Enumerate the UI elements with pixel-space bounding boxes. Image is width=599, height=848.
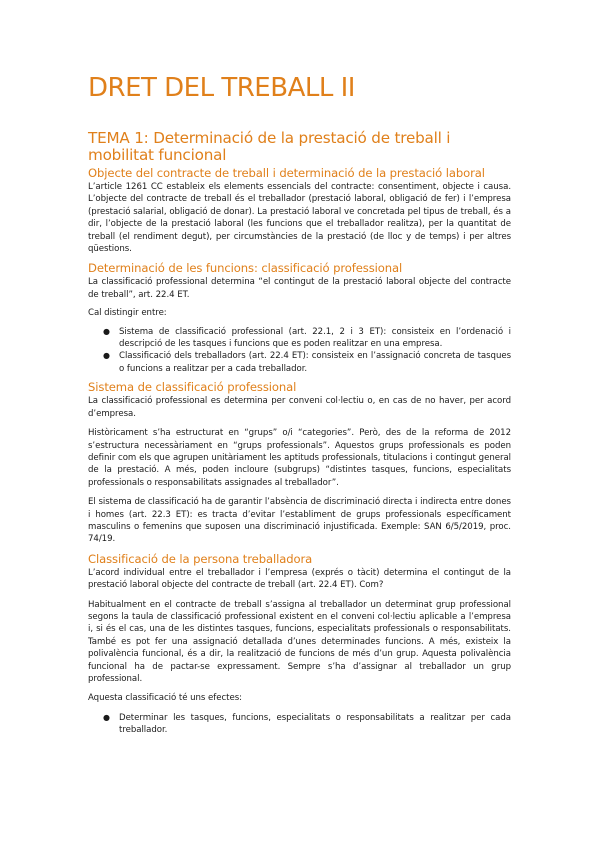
paragraph: Aquesta classificació té uns efectes: — [88, 693, 242, 704]
section-heading-funcions: Determinació de les funcions: classificació professional — [88, 261, 403, 276]
section-heading-sistema: Sistema de classificació professional — [88, 380, 297, 395]
bullet-icon: ● — [103, 712, 110, 722]
section-heading-persona: Classificació de la persona treballadora — [88, 551, 313, 566]
document-title: DRET DEL TREBALL II — [88, 73, 355, 103]
bullet-list — [88, 326, 511, 376]
tema-heading: TEMA 1: Determinació de la prestació de treball i mobilitat funcional — [88, 129, 451, 164]
list-item-text: Determinar les tasques, funcions, especialitats o responsabilitats a realitzar per cada treballador. — [119, 712, 511, 736]
paragraph: L’acord individual entre el treballador i l’empresa (exprés o tàcit) determina el contingut de la prestació laboral objecte del contracte de treball (art. 22.4 ET). Com? — [88, 567, 511, 591]
list-item — [103, 350, 511, 375]
list-item — [103, 712, 511, 737]
bullet-icon: ● — [103, 326, 110, 336]
section-heading-objecte: Objecte del contracte de treball i determinació de la prestació laboral — [88, 166, 485, 180]
paragraph: El sistema de classificació ha de garantir l’absència de discriminació directa i indirecta entre dones i homes (art. 22.3 ET): es tracta d’evitar l’establiment de grups professionals específicament masculins o femenins que suposen una discriminació injustificada. Exemple: SAN 6/5/2019, proc. 74/19. — [88, 497, 511, 545]
paragraph: La classificació professional es determina per conveni col·lectiu o, en cas de no haver, per acord d’empresa. — [88, 396, 511, 419]
bullet-icon: ● — [103, 351, 110, 361]
list-item-text: Sistema de classificació professional (art. 22.1, 2 i 3 ET): consisteix en l’ordenació i descripció de les tasques i funcions que es poden realitzar en una empresa. — [119, 326, 511, 350]
paragraph: L’article 1261 CC estableix els elements essencials del contracte: consentiment, objecte i causa. L’objecte del contracte de treball és el treballador (prestació laboral, obligació de fer) i l’empresa (prestació salarial, obligació de donar). La prestació laboral ve concretada pel tipus de treball, és a dir, l’objecte de la prestació laboral (les funcions que el treballador realitza), per la quantitat de treball (el rendiment degut), per circumstàncies de la prestació (de lloc y de temps) i per altres qüestions. — [88, 182, 511, 255]
list-item-text: Classificació dels treballadors (art. 22.4 ET): consisteix en l’assignació concreta de tasques o funcions a realitzar per a cada treballador. — [119, 351, 511, 374]
paragraph: Cal distingir entre: — [88, 308, 167, 319]
paragraph: Històricament s’ha estructurat en “grups” o/i “categories”. Però, des de la reforma de 2012 s’estructura necessàriament en “grups professionals”. Aquestos grups professionals es poden definir com els que agrupen unitàriament les aptituds professionals, titulacions i contingut general de la prestació. A més, poden incloure (subgrups) “distintes tasques, funcions, especialitats professionals o responsabilitats assignades al treballador”. — [88, 428, 511, 488]
paragraph: La classificació professional determina “el contingut de la prestació laboral objecte del contracte de treball”, art. 22.4 ET. — [88, 277, 511, 300]
list-item — [103, 326, 511, 351]
paragraph: Habitualment en el contracte de treball s’assigna al treballador un determinat grup professional segons la taula de classificació professional existent en el conveni col·lectiu aplicable a l’empresa i, si és el cas, una de les distintes tasques, funcions, especialitats professionals o responsabilitats. També es pot fer una assignació detallada d’unes determinades funcions. A més, existeix la polivalència funcional, és a dir, la realització de funcions de més d’un grup. Aquesta polivalència funcional ha de pactar-se expressament. Sempre s’ha d’assignar al treballador un grup professional. — [88, 599, 511, 684]
bullet-list — [88, 712, 511, 737]
